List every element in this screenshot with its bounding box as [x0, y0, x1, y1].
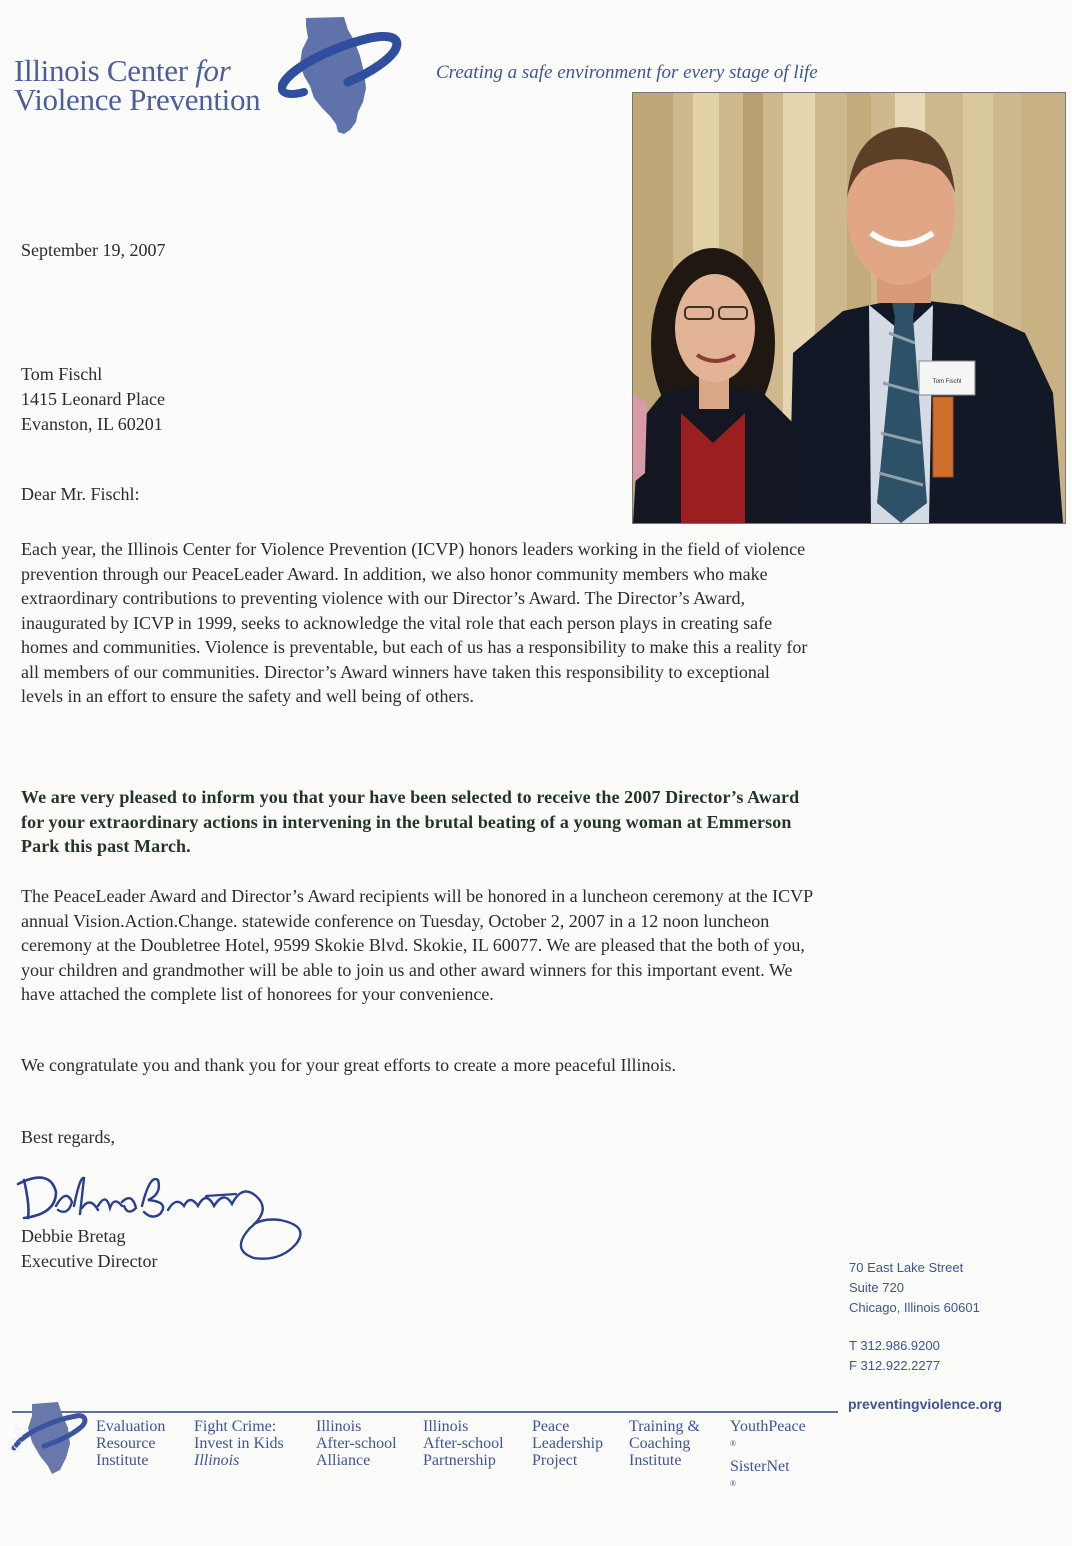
body-paragraph-award-notice: We are very pleased to inform you that your have been selected to receive the 2007 Director’s Award for your extraordinary actions in intervening in the brutal beating of a young woman at Emmerson Park this past March.	[21, 787, 800, 856]
org-name-line1: Illinois Center	[14, 53, 188, 88]
website-link[interactable]: preventingviolence.org	[848, 1396, 1003, 1412]
icvp-footer-logo-icon	[10, 1398, 88, 1478]
program-line: Illinois	[316, 1418, 362, 1435]
recipient-street: 1415 Leonard Place	[21, 389, 165, 409]
footer-program-peace-leadership	[532, 1418, 603, 1469]
program-line: After-school	[316, 1435, 397, 1452]
program-line: Institute	[96, 1452, 149, 1469]
signer-name: Debbie Bretag	[21, 1226, 126, 1246]
contact-block	[849, 1258, 980, 1376]
recipient-name: Tom Fischl	[21, 364, 103, 384]
body-paragraph-ceremony: The PeaceLeader Award and Director’s Award recipients will be honored in a luncheon ceremony at the ICVP annual Vision.Action.Change. statewide conference on Tuesday, October 2, 2007 in a 12 noon luncheon ceremony at the Doubletree Hotel, 9599 Skokie Blvd. Skokie, IL 60077. We are pleased that the both of you, your children and grandmother will be able to join us and other award winners for this important event. We have attached the complete list of honorees for your convenience.	[21, 886, 813, 1004]
contact-street: 70 East Lake Street	[849, 1260, 964, 1275]
org-name-for: for	[195, 53, 231, 88]
recipient-city: Evanston, IL 60201	[21, 414, 163, 434]
program-line: Project	[532, 1452, 578, 1469]
contact-city: Chicago, Illinois 60601	[849, 1300, 980, 1315]
program-line: Illinois	[423, 1418, 469, 1435]
organization-name	[14, 53, 261, 117]
footer-program-evaluation	[96, 1418, 165, 1469]
program-line: Evaluation	[96, 1418, 166, 1435]
footer-program-youthpeace-sisternet: YouthPeace ® SisterNet ®	[730, 1418, 806, 1489]
signer-block	[21, 1224, 157, 1273]
salutation: Dear Mr. Fischl:	[21, 484, 140, 504]
program-line: Leadership	[532, 1435, 604, 1452]
footer-divider	[12, 1411, 838, 1413]
contact-fax: F 312.922.2277	[849, 1358, 941, 1373]
name-badge-text: Tom Fischl	[932, 379, 962, 385]
closing: Best regards,	[21, 1127, 115, 1147]
footer-program-fight-crime	[194, 1418, 284, 1469]
program-line: Partnership	[423, 1452, 496, 1469]
footer-program-afterschool-alliance	[316, 1418, 397, 1469]
body-paragraph-1: Each year, the Illinois Center for Violence Prevention (ICVP) honors leaders working in the field of violence prevention through our PeaceLeader Award. In addition, we also honor community members who make extraordinary contributions to preventing violence with our Director’s Award. The Director’s Award, inaugurated by ICVP in 1999, seeks to acknowledge the vital role that each person plays in creating safe homes and communities. Violence is preventable, but each of us has a responsibility to make this a reality for all members of our communities. Director’s Award winners have taken this responsibility to exceptional levels in an effort to ensure the safety and well being of others.	[21, 539, 808, 706]
illinois-state-logo-icon	[278, 12, 403, 137]
program-line: Invest in Kids	[194, 1435, 284, 1452]
program-line: Resource	[96, 1435, 156, 1452]
org-name-line2: Violence Prevention	[14, 82, 261, 117]
program-line: SisterNet	[730, 1458, 790, 1476]
contact-phone: T 312.986.9200	[849, 1338, 940, 1353]
recipient-address	[21, 362, 165, 437]
program-line: Peace	[532, 1418, 570, 1435]
body-paragraph-congratulations: We congratulate you and thank you for your great efforts to create a more peaceful Illinois.	[21, 1055, 676, 1075]
footer-logo-text: ICVP	[10, 1424, 25, 1454]
program-line: YouthPeace	[730, 1418, 806, 1435]
tagline: Creating a safe environment for every stage of life	[436, 62, 818, 83]
program-line: Institute	[629, 1452, 682, 1469]
award-photo	[632, 92, 1066, 524]
contact-suite: Suite 720	[849, 1280, 904, 1295]
program-line: Alliance	[316, 1452, 371, 1469]
program-line: After-school	[423, 1435, 504, 1452]
footer-program-afterschool-partnership	[423, 1418, 504, 1469]
program-line: Coaching	[629, 1435, 691, 1452]
letter-date: September 19, 2007	[21, 240, 166, 260]
footer-program-training-coaching	[629, 1418, 700, 1469]
program-line: Illinois	[194, 1452, 240, 1469]
signer-title: Executive Director	[21, 1250, 158, 1271]
program-line: Fight Crime:	[194, 1418, 277, 1435]
program-line: Training &	[629, 1418, 700, 1435]
